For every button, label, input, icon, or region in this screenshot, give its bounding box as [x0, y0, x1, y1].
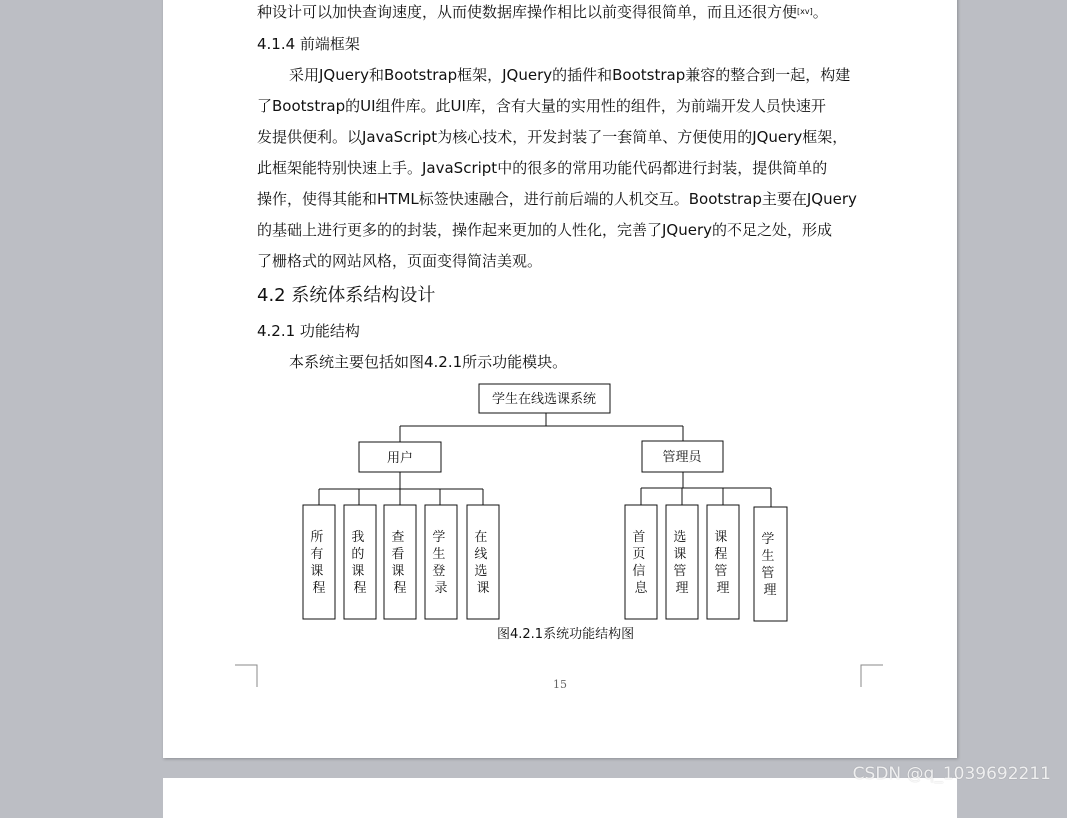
leaf-char: 程: [714, 547, 728, 562]
leaf-char: 信: [632, 564, 646, 579]
leaf-char: 所: [310, 530, 324, 545]
group-node-admin: [642, 441, 723, 472]
leaf-node-selection-mgmt: [666, 505, 698, 619]
leaf-char: 课: [476, 581, 490, 596]
leaf-char: 有: [310, 547, 324, 562]
leaf-char: 理: [675, 581, 689, 596]
root-node-label: 学生在线选课系统: [491, 392, 597, 407]
paragraph-line: 操作，使得其能和HTML标签快速融合，进行前后端的人机交互。Bootstrap主要在JQuery: [257, 190, 857, 208]
leaf-char: 管: [714, 564, 728, 579]
leaf-char: 录: [434, 581, 448, 596]
leaf-char: 选: [673, 530, 687, 545]
leaf-char: 程: [312, 581, 326, 596]
leaf-node-my-courses: [344, 505, 376, 619]
reference-superscript: [xv]: [797, 7, 813, 16]
leaf-char: 课: [673, 547, 687, 562]
paragraph-line: 发提供便利。以JavaScript为核心技术，开发封装了一套简单、方便使用的JQuery框架，: [257, 128, 848, 146]
leaf-char: 管: [761, 566, 775, 581]
leaf-char: 理: [716, 581, 730, 596]
group-node-label: 管理员: [662, 450, 702, 465]
leaf-char: 登: [432, 564, 446, 579]
leaf-char: 的: [351, 547, 365, 562]
leaf-char: 课: [310, 564, 324, 579]
heading-4-2: 4.2 系统体系结构设计: [257, 285, 436, 306]
leaf-char: 学: [432, 530, 446, 545]
paragraph-line: 了栅格式的网站风格，页面变得简洁美观。: [257, 252, 543, 270]
leaf-node-online-selection: [467, 505, 499, 619]
leaf-char: 学: [761, 532, 775, 547]
leaf-char: 课: [714, 530, 728, 545]
leaf-node-student-login: [425, 505, 457, 619]
leaf-char: 页: [632, 547, 646, 562]
paragraph-line: 采用JQuery和Bootstrap框架，JQuery的插件和Bootstrap兼容的整合到一起，构建: [289, 66, 851, 84]
leaf-node-course-mgmt: [707, 505, 739, 619]
paragraph-line: 的基础上进行更多的的封装，操作起来更加的人性化，完善了JQuery的不足之处，形成: [257, 221, 833, 239]
leaf-node-all-courses: [303, 505, 335, 619]
leaf-char: 首: [632, 530, 646, 545]
leaf-char: 课: [351, 564, 365, 579]
group-node-label: 用户: [386, 451, 414, 466]
leaf-char: 课: [391, 564, 405, 579]
paragraph-line: 了Bootstrap的UI组件库。此UI库，含有大量的实用性的组件，为前端开发人员快速开: [257, 97, 826, 115]
heading-4-2-1: 4.2.1 功能结构: [257, 322, 360, 340]
leaf-char: 息: [634, 581, 648, 596]
intro-line: 本系统主要包括如图4.2.1所示功能模块。: [289, 353, 568, 371]
function-structure-diagram: [163, 0, 957, 758]
leaf-char: 生: [761, 549, 775, 564]
leaf-char: 我: [351, 530, 365, 545]
root-node: [479, 384, 610, 413]
paragraph-line-text: 种设计可以加快查询速度，从而使数据库操作相比以前变得很简单，而且还很方便: [257, 3, 798, 21]
heading-4-1-4: 4.1.4 前端框架: [257, 35, 360, 53]
leaf-char: 管: [673, 564, 687, 579]
watermark-text: CSDN @q_1039692211: [852, 764, 1051, 784]
leaf-char: 选: [474, 564, 488, 579]
paragraph-line: 此框架能特别快速上手。JavaScript中的很多的常用功能代码都进行封装，提供简单的: [257, 159, 828, 177]
leaf-char: 生: [432, 547, 446, 562]
leaf-char: 理: [763, 583, 777, 598]
leaf-char: 程: [393, 581, 407, 596]
next-page-edge: [163, 778, 957, 818]
paragraph-line-end: 。: [812, 3, 828, 21]
leaf-char: 线: [474, 547, 488, 562]
page-number: 15: [553, 678, 567, 691]
leaf-node-home-info: [625, 505, 657, 619]
figure-caption: 图4.2.1系统功能结构图: [497, 627, 635, 642]
leaf-node-view-courses: [384, 505, 416, 619]
leaf-char: 看: [391, 547, 405, 562]
group-node-user: [359, 442, 441, 472]
leaf-char: 查: [391, 530, 405, 545]
leaf-char: 在: [474, 530, 488, 545]
leaf-char: 程: [353, 581, 367, 596]
document-page: [163, 0, 957, 758]
leaf-node-student-mgmt: [754, 507, 787, 621]
